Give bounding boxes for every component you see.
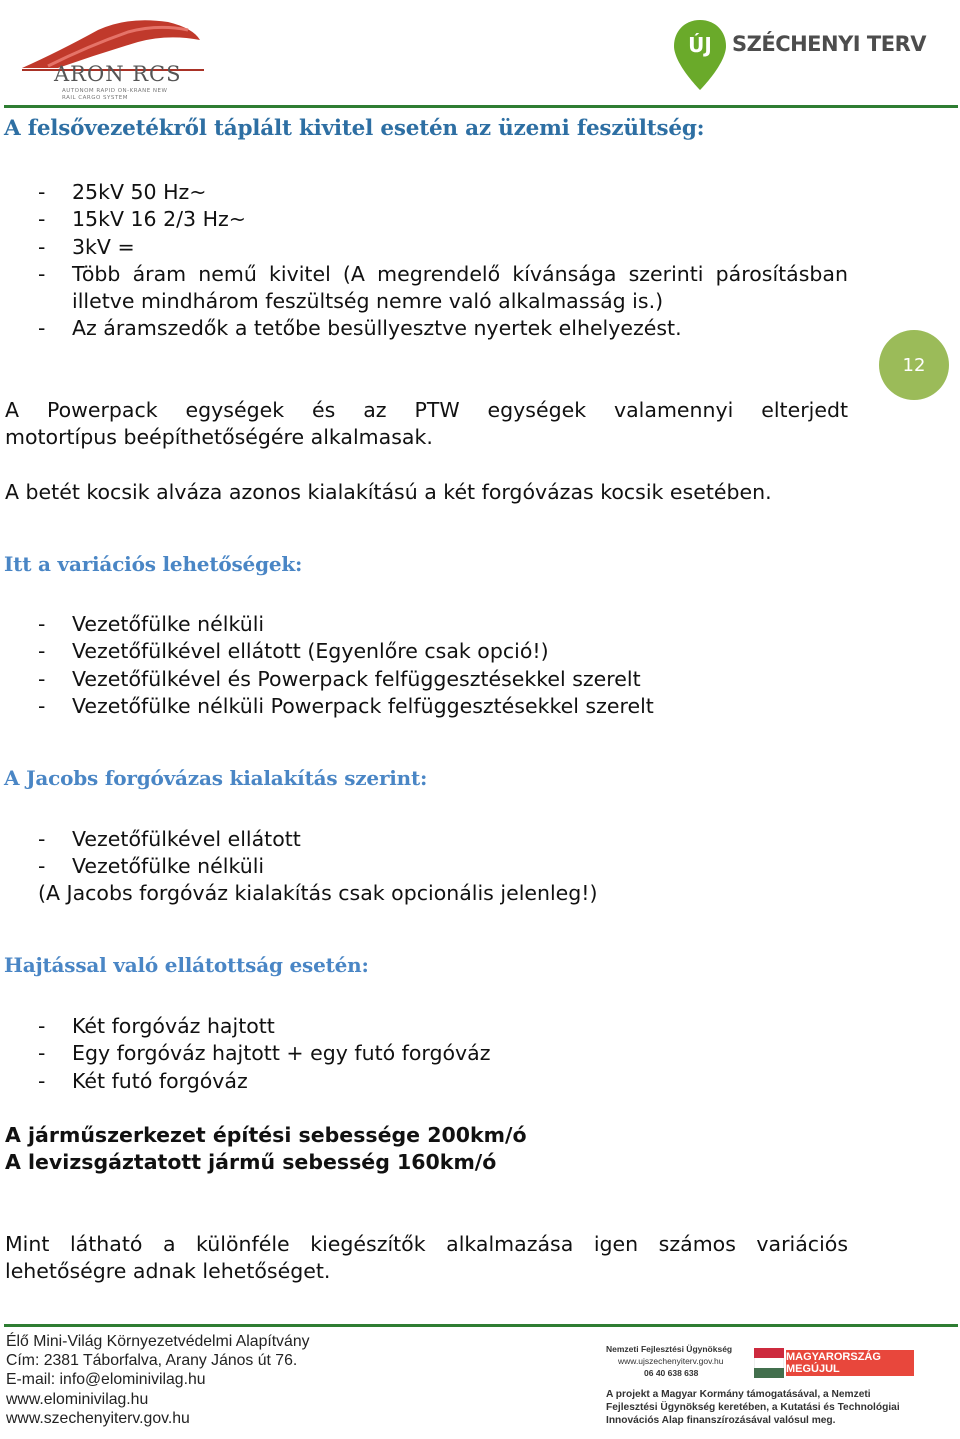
uj-szechenyi-terv-logo [672,18,932,96]
funding-note-line: Innovációs Alap finanszírozásával valósul meg. [606,1415,836,1426]
footer-divider [4,1324,958,1327]
list-item: - Vezetőfülke nélküli [38,853,848,880]
jacobs-note: (A Jacobs forgóváz kialakítás csak opcionális jelenleg!) [38,881,598,905]
list-item: - Az áramszedők a tetőbe besüllyesztve nyertek elhelyezést. [38,315,848,342]
funding-note [606,1388,956,1427]
powerpack-paragraph-line2: motortípus beépíthetőségére alkalmasak. [5,425,433,449]
section-heading-variations: Itt a variációs lehetőségek: [4,552,303,576]
list-item: - Egy forgóváz hajtott + egy futó forgóváz [38,1040,848,1067]
agency-url: www.ujszechenyiterv.gov.hu [618,1356,724,1366]
funding-note-line: A projekt a Magyar Kormány támogatásával, a Nemzeti [606,1389,871,1400]
section-heading-jacobs: A Jacobs forgóvázas kialakítás szerint: [4,766,428,790]
header-divider [4,105,958,108]
szechenyi-website-link[interactable]: www.szechenyiterv.gov.hu [6,1409,190,1427]
uj-badge-text: ÚJ [688,33,712,57]
closing-paragraph-line2: lehetőségre adnak lehetőséget. [5,1259,331,1283]
design-speed: A járműszerkezet építési sebessége 200km/ó [5,1123,527,1147]
list-item: - Két futó forgóváz [38,1068,848,1095]
funding-note-line: Fejlesztési Ügynökség keretében, a Kutatási és Technológiai [606,1402,900,1413]
agency-name: Nemzeti Fejlesztési Ügynökség [606,1344,733,1354]
chassis-paragraph: A betét kocsik alváza azonos kialakítású a két forgóvázas kocsik esetében. [5,480,772,504]
aron-brand-text: ARON RCS [54,62,182,86]
section-heading-drive: Hajtással való ellátottság esetén: [4,953,369,977]
section-heading-voltage: A felsővezetékről táplált kivitel esetén az üzemi feszültség: [4,116,705,141]
list-item: - 15kV 16 2/3 Hz~ [38,206,848,233]
drive-list [38,1013,848,1095]
tested-speed: A levizsgáztatott jármű sebesség 160km/ó [5,1150,497,1174]
foundation-email: E-mail: info@elominivilag.hu [6,1371,206,1389]
agency-phone: 06 40 638 638 [644,1368,699,1378]
jacobs-list [38,826,848,881]
magyarorszag-megujul-banner: MAGYARORSZÁG MEGÚJUL [786,1350,914,1376]
hungarian-flag-icon [754,1348,784,1378]
powerpack-paragraph-line1: A Powerpack egységek és az PTW egységek valamennyi elterjedt [5,398,848,422]
aron-rcs-logo [18,12,208,104]
szechenyi-terv-text: SZÉCHENYI TERV [732,32,927,56]
voltage-list [38,179,848,343]
list-item: - Vezetőfülke nélküli [38,611,848,638]
map-pin-icon [672,18,728,92]
list-item: - Több áram nemű kivitel (A megrendelő kívánsága szerinti párosításban illetve mindhárom feszültség nemre való alkalmasság is.) [38,261,848,316]
list-item: - Vezetőfülkével ellátott (Egyenlőre csak opció!) [38,638,848,665]
foundation-website-link[interactable]: www.elominivilag.hu [6,1390,149,1408]
nfu-footer-logo [604,1342,954,1432]
closing-paragraph-line1: Mint látható a különféle kiegészítők alkalmazása igen számos variációs [5,1232,848,1256]
aron-tagline: AUTONOM RAPID ON-KRANE NEW RAIL CARGO SYSTEM [62,88,168,101]
list-item: - Két forgóváz hajtott [38,1013,848,1040]
list-item: - 25kV 50 Hz~ [38,179,848,206]
list-item: - Vezetőfülkével és Powerpack felfüggesztésekkel szerelt [38,666,848,693]
foundation-contact [6,1332,310,1428]
list-item: - 3kV = [38,234,848,261]
foundation-address: Cím: 2381 Táborfalva, Arany János út 76. [6,1352,298,1370]
foundation-name: Élő Mini-Világ Környezetvédelmi Alapítvány [6,1333,310,1350]
page-number-badge: 12 [879,330,949,400]
list-item: - Vezetőfülkével ellátott [38,826,848,853]
list-item: - Vezetőfülke nélküli Powerpack felfüggesztésekkel szerelt [38,693,848,720]
variation-list [38,611,848,720]
